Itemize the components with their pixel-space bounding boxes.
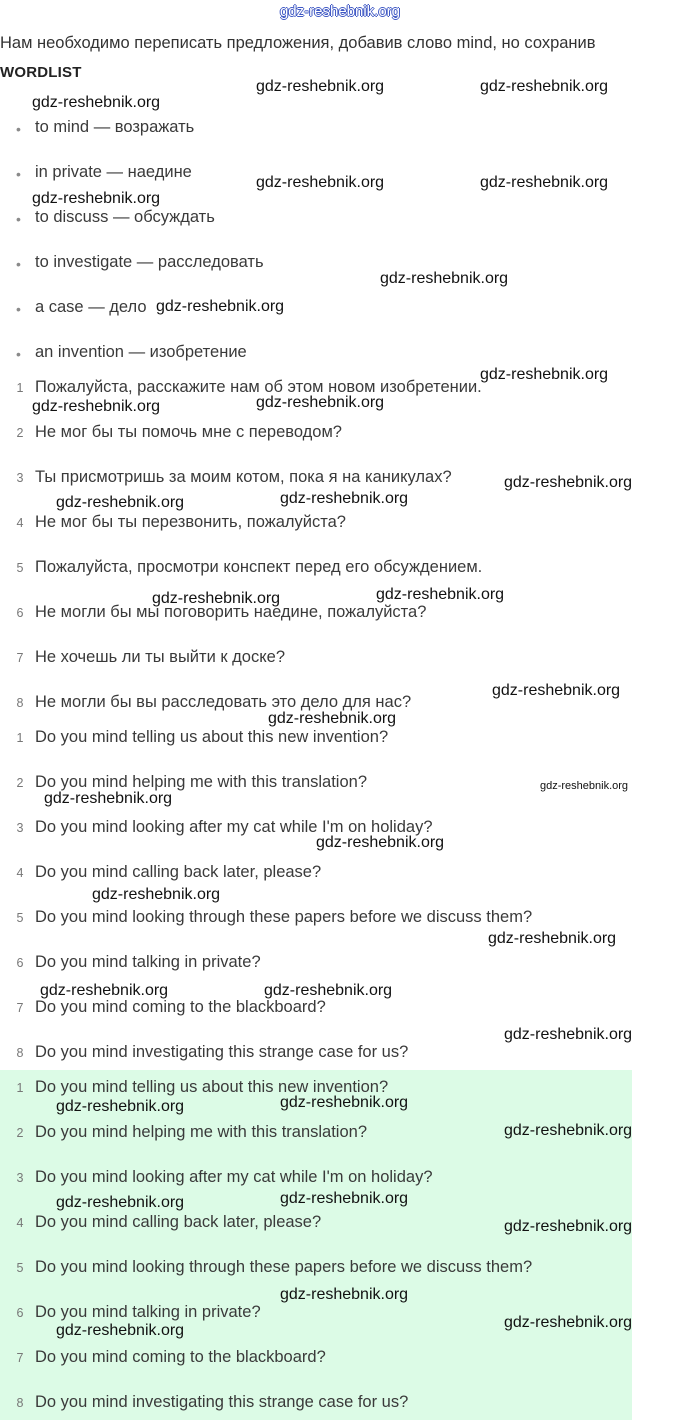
watermark: gdz-reshebnik.org (40, 982, 169, 999)
answer-number: 8 (16, 1396, 24, 1410)
watermark: gdz-reshebnik.org (480, 174, 609, 191)
answer-sentence: Do you mind talking in private? (35, 1303, 261, 1321)
bullet-icon: • (16, 346, 21, 362)
russian-sentence: Пожалуйста, просмотри конспект перед его обсуждением. (35, 558, 483, 576)
english-sentence: Do you mind telling us about this new invention? (35, 728, 389, 746)
bullet-icon: • (16, 121, 21, 137)
english-sentence: Do you mind investigating this strange case for us? (35, 1043, 409, 1061)
english-sentence: Do you mind calling back later, please? (35, 863, 322, 881)
watermark: gdz-reshebnik.org (316, 834, 445, 851)
site-watermark-header: gdz-reshebnik.org (279, 3, 401, 20)
sentence-number: 7 (16, 1001, 24, 1015)
watermark: gdz-reshebnik.org (504, 1026, 633, 1043)
russian-sentence: Не хочешь ли ты выйти к доске? (35, 648, 285, 666)
wordlist-item: in private — наедине (35, 163, 192, 181)
answer-sentence: Do you mind calling back later, please? (35, 1213, 322, 1231)
english-sentence: Do you mind looking through these papers before we discuss them? (35, 908, 533, 926)
watermark: gdz-reshebnik.org (380, 270, 509, 287)
watermark: gdz-reshebnik.org (44, 790, 173, 807)
watermark: gdz-reshebnik.org (152, 590, 281, 607)
watermark: gdz-reshebnik.org (504, 1122, 633, 1139)
watermark: gdz-reshebnik.org (32, 190, 161, 207)
watermark: gdz-reshebnik.org (264, 982, 393, 999)
watermark: gdz-reshebnik.org (268, 710, 397, 727)
watermark: gdz-reshebnik.org (256, 394, 385, 411)
sentence-number: 2 (16, 776, 24, 790)
answer-sentence: Do you mind helping me with this translation? (35, 1123, 368, 1141)
sentence-number: 3 (16, 471, 24, 485)
wordlist-item: an invention — изобретение (35, 343, 247, 361)
russian-sentence: Не могли бы вы расследовать это дело для нас? (35, 693, 412, 711)
watermark: gdz-reshebnik.org (32, 398, 161, 415)
russian-sentence: Пожалуйста, расскажите нам об этом новом изобретении. (35, 378, 482, 396)
russian-sentence: Не могли бы мы поговорить наедине, пожалуйста? (35, 603, 427, 621)
watermark: gdz-reshebnik.org (280, 490, 409, 507)
watermark: gdz-reshebnik.org (56, 1194, 185, 1211)
wordlist-title: WORDLIST (0, 64, 82, 81)
watermark: gdz-reshebnik.org (256, 174, 385, 191)
russian-sentence: Не мог бы ты помочь мне с переводом? (35, 423, 342, 441)
sentence-number: 4 (16, 516, 24, 530)
answer-sentence: Do you mind looking after my cat while I'm on holiday? (35, 1168, 433, 1186)
english-sentence: Do you mind talking in private? (35, 953, 261, 971)
english-sentence: Do you mind coming to the blackboard? (35, 998, 326, 1016)
russian-sentence: Ты присмотришь за моим котом, пока я на каникулах? (35, 468, 452, 486)
watermark: gdz-reshebnik.org (56, 1322, 185, 1339)
bullet-icon: • (16, 211, 21, 227)
bullet-icon: • (16, 166, 21, 182)
answer-number: 6 (16, 1306, 24, 1320)
sentence-number: 7 (16, 651, 24, 665)
answer-sentence: Do you mind investigating this strange case for us? (35, 1393, 409, 1411)
sentence-number: 1 (16, 381, 24, 395)
answer-number: 7 (16, 1351, 24, 1365)
watermark: gdz-reshebnik.org (480, 78, 609, 95)
sentence-number: 6 (16, 956, 24, 970)
wordlist-item: a case — дело (35, 298, 147, 316)
watermark: gdz-reshebnik.org (280, 1094, 409, 1111)
watermark: gdz-reshebnik.org (504, 474, 633, 491)
sentence-number: 3 (16, 821, 24, 835)
answer-sentence: Do you mind looking through these papers before we discuss them? (35, 1258, 533, 1276)
watermark: gdz-reshebnik.org (56, 494, 185, 511)
watermark: gdz-reshebnik.org (256, 78, 385, 95)
english-sentence: Do you mind looking after my cat while I'm on holiday? (35, 818, 433, 836)
answer-sentence: Do you mind telling us about this new invention? (35, 1078, 389, 1096)
russian-sentence: Не мог бы ты перезвонить, пожалуйста? (35, 513, 346, 531)
answer-number: 5 (16, 1261, 24, 1275)
watermark: gdz-reshebnik.org (488, 930, 617, 947)
sentence-number: 8 (16, 696, 24, 710)
sentence-number: 8 (16, 1046, 24, 1060)
watermark: gdz-reshebnik.org (280, 1190, 409, 1207)
answer-number: 1 (16, 1081, 24, 1095)
sentence-number: 1 (16, 731, 24, 745)
wordlist-item: to discuss — обсуждать (35, 208, 215, 226)
sentence-number: 5 (16, 911, 24, 925)
answer-number: 3 (16, 1171, 24, 1185)
bullet-icon: • (16, 301, 21, 317)
answer-sentence: Do you mind coming to the blackboard? (35, 1348, 326, 1366)
bullet-icon: • (16, 256, 21, 272)
watermark: gdz-reshebnik.org (504, 1218, 633, 1235)
sentence-number: 4 (16, 866, 24, 880)
watermark: gdz-reshebnik.org (156, 298, 285, 315)
wordlist-item: to investigate — расследовать (35, 253, 264, 271)
sentence-number: 5 (16, 561, 24, 575)
sentence-number: 6 (16, 606, 24, 620)
watermark: gdz-reshebnik.org (92, 886, 221, 903)
watermark: gdz-reshebnik.org (56, 1098, 185, 1115)
watermark: gdz-reshebnik.org (504, 1314, 633, 1331)
watermark: gdz-reshebnik.org (280, 1286, 409, 1303)
sentence-number: 2 (16, 426, 24, 440)
watermark: gdz-reshebnik.org (376, 586, 505, 603)
task-instruction: Нам необходимо переписать предложения, добавив слово mind, но сохранив (0, 34, 596, 52)
wordlist-item: to mind — возражать (35, 118, 195, 136)
watermark: gdz-reshebnik.org (540, 780, 629, 792)
answer-number: 4 (16, 1216, 24, 1230)
watermark: gdz-reshebnik.org (492, 682, 621, 699)
answer-number: 2 (16, 1126, 24, 1140)
watermark: gdz-reshebnik.org (480, 366, 609, 383)
english-sentence: Do you mind helping me with this translation? (35, 773, 368, 791)
watermark: gdz-reshebnik.org (32, 94, 161, 111)
